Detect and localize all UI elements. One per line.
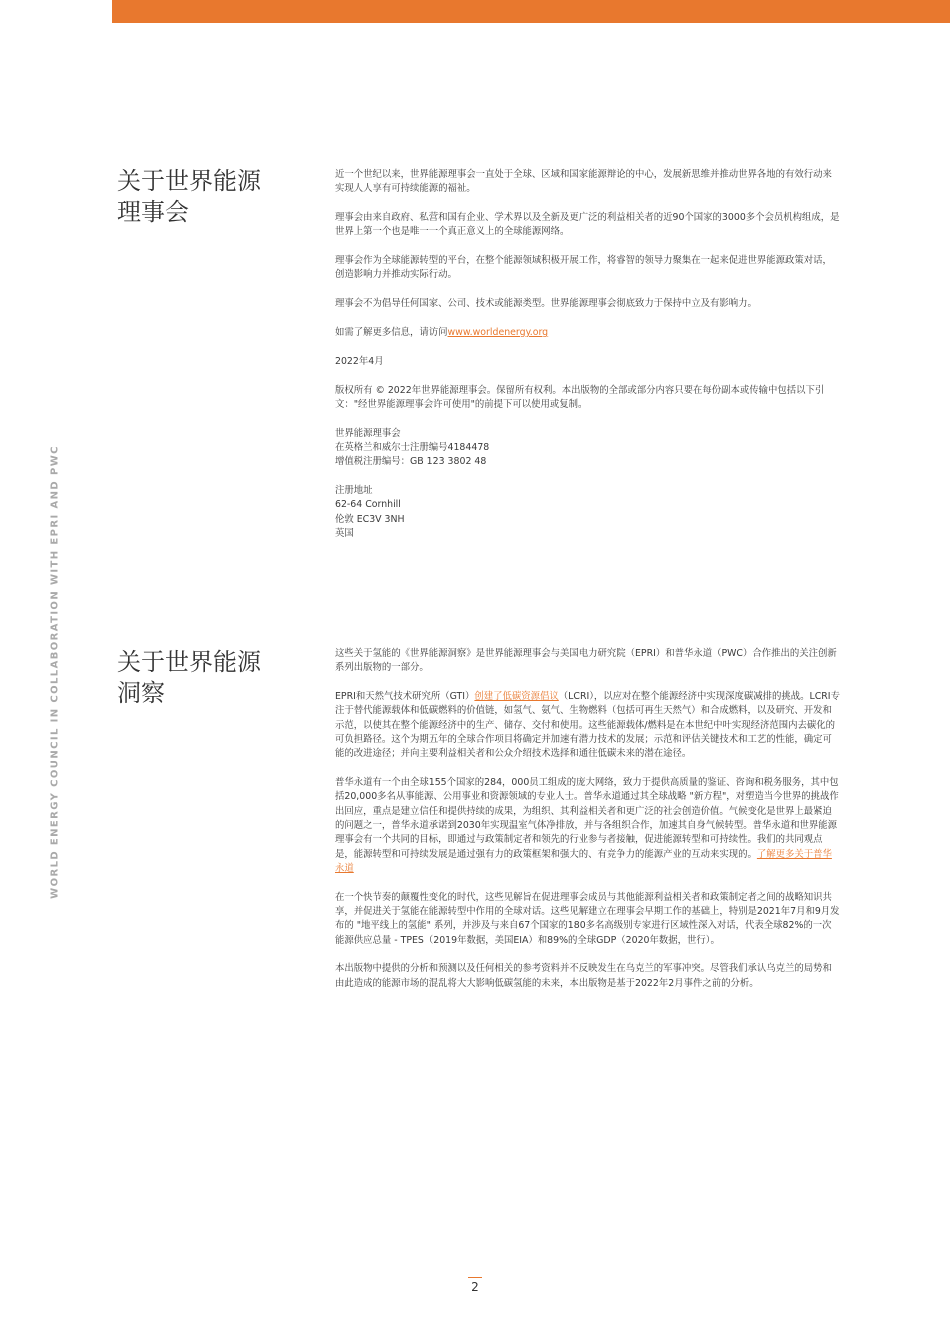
paragraph: 在一个快节奏的颠覆性变化的时代，这些见解旨在促进理事会成员与其他能源利益相关者和政策制定者之间的战略知识共享，并促进关于氢能在能源转型中作用的全球对话。这些见解建立在理事会早期工作的基础上，特别是2021年7月和9月发布的 "地平线上的氢能" 系列，并涉及与来自67个国家的180多名高级别专家进行区域性深入对话，代表全球82%的一次能源供应总量 - TPES（2019年数据，美国EIA）和89%的全球GDP（2020年数据，世行）。 <box>335 891 840 946</box>
address-line: 英国 <box>335 528 354 540</box>
registration-block <box>335 427 840 470</box>
paragraph: 近一个世纪以来，世界能源理事会一直处于全球、区域和国家能源辩论的中心，发展新思维并推动世界各地的有效行动来实现人人享有可持续能源的福祉。 <box>335 169 832 195</box>
paragraph: 理事会由来自政府、私营和国有企业、学术界以及全新及更广泛的利益相关者的近90个国家的3000多个会员机构组成，是世界上第一个也是唯一一个真正意义上的全球能源网络。 <box>335 212 840 238</box>
lcri-link[interactable]: 创建了低碳资源倡议 <box>474 691 559 703</box>
section-title-line: 理事会 <box>117 198 189 226</box>
paragraph: 理事会作为全球能源转型的平台，在整个能源领域积极开展工作，将睿智的领导力聚集在一起来促进世界能源政策对话，创造影响力并推动实际行动。 <box>335 255 832 281</box>
page-number-rule <box>468 1277 482 1278</box>
paragraph-text: （LCRI），以应对在整个能源经济中实现深度碳减排的挑战。LCRI专注于替代能源载体和低碳燃料的价值链，如氢气、氨气、生物燃料（包括可再生天然气）和合成燃料，以及研究、开发和示范，以使其在整个能源经济中的生产、储存、交付和使用。这些能源载体/燃料是在本世纪中叶实现经济范围内去碳化的可负担路径。这个为期五年的全球合作项目将确定并加速有潜力技术的发展；示范和评估关键技术和工艺的性能，确定可能的改进途径；并向主要利益相关者和公众介绍技术选择和通往低碳未来的潜在途径。 <box>335 691 840 760</box>
paragraph <box>335 776 840 876</box>
section-body-about-insights <box>335 647 840 1005</box>
paragraph <box>335 690 840 761</box>
section-title-line: 关于世界能源 <box>117 648 261 676</box>
registration-line: 世界能源理事会 <box>335 427 401 439</box>
paragraph-text: EPRI和天然气技术研究所（GTI） <box>335 691 475 703</box>
address-line: 注册地址 <box>335 485 373 497</box>
address-block <box>335 484 840 541</box>
paragraph: 理事会不为倡导任何国家、公司、技术或能源类型。世界能源理事会彻底致力于保持中立及有影响力。 <box>335 298 757 310</box>
section-title-line: 洞察 <box>117 679 165 707</box>
website-link[interactable]: www.worldenergy.org <box>447 327 549 339</box>
copyright-notice: 版权所有 © 2022年世界能源理事会。保留所有权利。本出版物的全部或部分内容只要在每份副本或传输中包括以下引文："经世界能源理事会许可使用"的前提下可以使用或复制。 <box>335 384 825 410</box>
header-accent-bar <box>112 0 950 23</box>
address-line: 伦敦 EC3V 3NH <box>335 513 405 525</box>
pwc-link[interactable]: 了解更多关于普华永道 <box>335 848 832 874</box>
registration-line: 在英格兰和威尔士注册编号4184478 <box>335 442 490 454</box>
vertical-side-caption: WORLD ENERGY COUNCIL IN COLLABORATION WITH EPRI AND PWC <box>49 445 61 899</box>
paragraph: 本出版物中提供的分析和预测以及任何相关的参考资料并不反映发生在乌克兰的军事冲突。尽管我们承认乌克兰的局势和由此造成的能源市场的混乱将大大影响低碳氢能的未来，本出版物是基于2022年2月事件之前的分析。 <box>335 963 832 989</box>
section-title-about-insights <box>117 647 287 709</box>
paragraph: 这些关于氢能的《世界能源洞察》是世界能源理事会与美国电力研究院（EPRI）和普华永道（PWC）合作推出的关注创新系列出版物的一部分。 <box>335 648 837 674</box>
address-line: 62-64 Cornhill <box>335 499 401 511</box>
date-line: 2022年4月 <box>335 355 384 367</box>
paragraph-text: 普华永道有一个由全球155个国家的284，000员工组成的庞大网络，致力于提供高质量的鉴证、咨询和税务服务，其中包括20,000多名从事能源、公用事业和资源领域的专业人士。普华永道通过其全球战略 "新方程"，对塑造当今世界的挑战作出回应，重点是建立信任和提供持续的成果，为组织、其利益相关者和更广泛的社会创造价值。气候变化是世界上最紧迫的问题之一，普华永道承诺到2030年实现温室气体净排放，并与各组织合作，加速其自身气候转型。普华永道和世界能源理事会有一个共同的目标，即通过与政策制定者和领先的行业参与者接触，促进能源转型和可持续性。我们的共同观点是，能源转型和可持续发展是通过强有力的政策框架和强大的、有竞争力的能源产业的互动来实现的。 <box>335 777 839 860</box>
section-title-about-council <box>117 166 287 228</box>
paragraph <box>335 326 840 340</box>
page-number: 2 <box>471 1280 479 1294</box>
section-body-about-council <box>335 168 840 556</box>
registration-line: 增值税注册编号：GB 123 3802 48 <box>335 456 487 468</box>
section-title-line: 关于世界能源 <box>117 167 261 195</box>
more-info-text: 如需了解更多信息，请访问 <box>335 327 448 339</box>
